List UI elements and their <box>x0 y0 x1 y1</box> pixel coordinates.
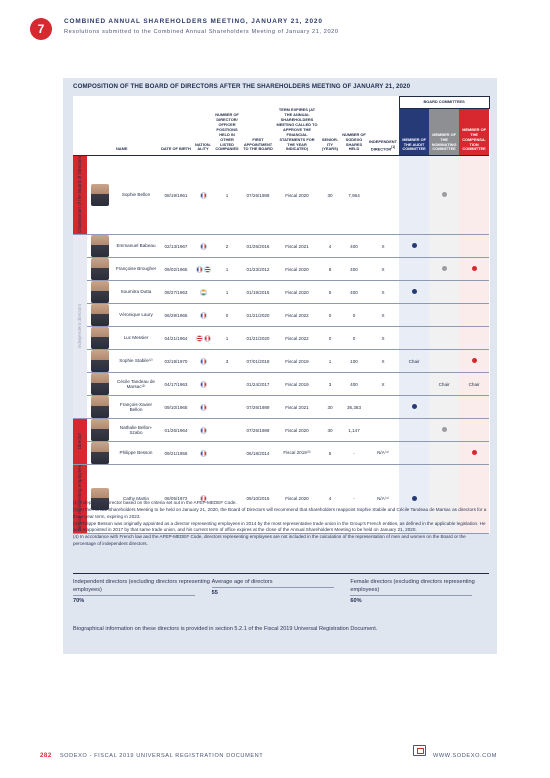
director-row <box>73 396 489 419</box>
header-title: COMBINED ANNUAL SHAREHOLDERS MEETING, JANUARY 21, 2020 <box>64 18 323 25</box>
director-name: François-Xavier Bellon <box>113 396 159 419</box>
shares-held: 400 <box>341 235 367 258</box>
us-flag-icon <box>204 266 211 273</box>
col-first-appointment: FIRST APPOINTMENT TO THE BOARD <box>241 108 275 155</box>
date-of-birth: 01/26/1964 <box>159 419 193 442</box>
director-row <box>73 281 489 304</box>
nominating-committee-cell <box>429 235 459 258</box>
photo-cell <box>87 442 113 465</box>
nominating-committee-cell <box>429 442 459 465</box>
seniority: 4 <box>319 465 341 533</box>
positions-count: 2 <box>213 235 241 258</box>
audit-committee-cell <box>399 304 429 327</box>
seniority: 30 <box>319 396 341 419</box>
stat-female <box>350 578 489 605</box>
committee-role: Chair <box>468 381 480 387</box>
nominating-committee-cell <box>429 156 459 235</box>
fr-flag-icon <box>200 192 207 199</box>
shares-held: 7,964 <box>341 156 367 235</box>
member-dot-icon <box>472 358 477 363</box>
director-name: Françoise Brougher <box>113 258 159 281</box>
shares-held: 0 <box>341 304 367 327</box>
director-name: Nathalie Bellon-Szabo <box>113 419 159 442</box>
footer-doc-title: SODEXO - FISCAL 2019 UNIVERSAL REGISTRATION DOCUMENT <box>59 753 264 759</box>
nationality-cell <box>193 350 213 373</box>
us-flag-icon <box>196 335 203 342</box>
shares-held: 400 <box>341 258 367 281</box>
stat-value: 55 <box>212 587 334 597</box>
term-expires: Fiscal 2019 <box>275 350 319 373</box>
director-photo <box>91 235 109 257</box>
compensation-committee-cell <box>459 350 489 373</box>
group-label <box>73 156 87 235</box>
in-flag-icon <box>200 289 207 296</box>
audit-committee-cell <box>399 442 429 465</box>
stat-value: 60% <box>350 595 472 605</box>
compensation-committee-cell <box>459 258 489 281</box>
member-dot-icon <box>472 450 477 455</box>
audit-committee-cell <box>399 235 429 258</box>
seniority: 8 <box>319 258 341 281</box>
date-of-birth: 04/21/1964 <box>159 327 193 350</box>
stat-label: Independent directors (excluding directors representing employees) <box>73 579 210 594</box>
director-name: Luc Messier <box>113 327 159 350</box>
fr-flag-icon <box>200 312 207 319</box>
seniority: 5 <box>319 281 341 304</box>
photo-cell <box>87 350 113 373</box>
seniority: 0 <box>319 327 341 350</box>
board-composition-panel <box>63 78 497 654</box>
first-appointment: 07/26/1989 <box>241 419 275 442</box>
term-expires: Fiscal 2020 <box>275 465 319 533</box>
director-row <box>73 327 489 350</box>
nationality-cell <box>193 373 213 396</box>
audit-committee-cell <box>399 396 429 419</box>
compensation-committee-cell <box>459 419 489 442</box>
director-photo <box>91 184 109 206</box>
board-table <box>73 96 490 534</box>
nominating-committee-cell <box>429 304 459 327</box>
positions-count: 1 <box>213 281 241 304</box>
compensation-committee-cell <box>459 304 489 327</box>
term-expires: Fiscal 2020 <box>275 258 319 281</box>
term-expires: Fiscal 2022 <box>275 304 319 327</box>
page-number: 282 <box>40 753 52 759</box>
nationality-cell <box>193 304 213 327</box>
independent-flag: N/A⁽⁴⁾ <box>367 442 399 465</box>
nationality-cell <box>193 419 213 442</box>
compensation-committee-cell <box>459 373 489 396</box>
date-of-birth: 09/21/1956 <box>159 442 193 465</box>
director-photo <box>91 373 109 395</box>
bio-reference: Biographical information on these directors is provided in section 5.2.1 of the Fiscal 2019 Universal Registration Document. <box>73 626 378 632</box>
col-seniority: SENIOR-ITY (YEARS) <box>319 108 341 155</box>
compensation-committee-cell <box>459 156 489 235</box>
first-appointment: 01/26/2016 <box>241 235 275 258</box>
independent-flag <box>367 156 399 235</box>
independent-flag: N/A⁽⁴⁾ <box>367 465 399 533</box>
director-row <box>73 156 489 235</box>
fr-flag-icon <box>196 266 203 273</box>
seniority: 3 <box>319 373 341 396</box>
date-of-birth: 03/19/1970 <box>159 350 193 373</box>
positions-count: 3 <box>213 350 241 373</box>
director-name: Véronique Laury <box>113 304 159 327</box>
photo-cell <box>87 258 113 281</box>
nationality-cell <box>193 327 213 350</box>
col-shares: NUMBER OF SODEXO SHARES HELD <box>341 108 367 155</box>
date-of-birth: 06/05/1972 <box>159 465 193 533</box>
date-of-birth: 04/17/1963 <box>159 373 193 396</box>
member-dot-icon <box>442 427 447 432</box>
nationality-cell <box>193 235 213 258</box>
col-nationality: NATION-ALITY <box>193 108 213 155</box>
panel-title: COMPOSITION OF THE BOARD OF DIRECTORS AFTER THE SHAREHOLDERS MEETING OF JANUARY 21, 2020 <box>73 83 411 90</box>
first-appointment: 01/21/2020 <box>241 304 275 327</box>
audit-committee-cell <box>399 327 429 350</box>
director-photo <box>91 304 109 326</box>
positions-count <box>213 396 241 419</box>
audit-committee-cell <box>399 350 429 373</box>
compensation-committee-cell <box>459 327 489 350</box>
positions-count: 1 <box>213 327 241 350</box>
footer-left <box>40 753 263 759</box>
shares-held: 400 <box>341 373 367 396</box>
director-name: Soumitra Dutta <box>113 281 159 304</box>
group-label-text: Director <box>77 433 83 450</box>
nominating-committee-cell <box>429 281 459 304</box>
director-photo <box>91 419 109 441</box>
director-name: Philippe Besson <box>113 442 159 465</box>
positions-count <box>213 419 241 442</box>
stat-label: Female directors (excluding directors representing employees) <box>350 579 475 594</box>
seniority: 4 <box>319 235 341 258</box>
term-expires: Fiscal 2019⁽³⁾ <box>275 442 319 465</box>
member-dot-icon <box>412 289 417 294</box>
date-of-birth: 08/19/1961 <box>159 156 193 235</box>
director-row <box>73 442 489 465</box>
independent-flag: X <box>367 235 399 258</box>
summary-stats <box>73 573 489 605</box>
fr-flag-icon <box>200 450 207 457</box>
group-label-text: Independent directors <box>77 303 83 349</box>
stat-independent <box>73 578 212 605</box>
photo-cell <box>87 281 113 304</box>
director-name: Emmanuel Babeau <box>113 235 159 258</box>
director-photo <box>91 442 109 464</box>
first-appointment: 01/24/2017 <box>241 373 275 396</box>
board-table-body <box>73 156 489 533</box>
independent-flag: X <box>367 304 399 327</box>
stat-average-age <box>212 578 351 605</box>
footnotes <box>73 500 489 548</box>
seniority: 1 <box>319 350 341 373</box>
seniority: 0 <box>319 304 341 327</box>
col-audit: MEMBER OF THE AUDIT COMMITTEE <box>399 108 429 155</box>
shares-held: 0 <box>341 327 367 350</box>
footer-url[interactable]: WWW.SODEXO.COM <box>433 753 498 759</box>
independent-flag <box>367 419 399 442</box>
director-photo <box>91 350 109 372</box>
positions-count: 0 <box>213 304 241 327</box>
photo-cell <box>87 327 113 350</box>
first-appointment: 09/10/2015 <box>241 465 275 533</box>
independent-flag: X <box>367 373 399 396</box>
positions-count: 1 <box>213 156 241 235</box>
nationality-cell <box>193 281 213 304</box>
director-row <box>73 419 489 442</box>
audit-committee-cell <box>399 281 429 304</box>
col-positions: NUMBER OF DIRECTOR/ OFFICER POSITIONS HELD IN OTHER LISTED COMPANIES <box>213 108 241 155</box>
director-photo <box>91 281 109 303</box>
director-name: Cathy Martin <box>113 465 159 533</box>
member-dot-icon <box>412 404 417 409</box>
col-name: NAME <box>113 108 159 155</box>
seniority: 30 <box>319 419 341 442</box>
footnote: (3) Philippe Besson was originally appointed as a director representing employees in 2014 by the most representative trade union in the Group's French entities, as defined in the applicable legislation. He was reappointed in 2017 by that same trade union, and his current term of office expires at the close of the Annual Shareholders Meeting to be held on January 21, 2020. <box>73 520 486 533</box>
group-label <box>73 235 87 419</box>
fr-flag-icon <box>200 243 207 250</box>
col-dob: DATE OF BIRTH <box>159 108 193 155</box>
photo-cell <box>87 373 113 396</box>
nominating-committee-cell <box>429 419 459 442</box>
committee-role: Chair <box>438 381 450 387</box>
fr-flag-icon <box>200 381 207 388</box>
director-row <box>73 235 489 258</box>
nationality-cell <box>193 442 213 465</box>
director-photo <box>91 327 109 349</box>
first-appointment: 01/19/2015 <box>241 281 275 304</box>
stat-label: Average age of directors <box>211 579 273 585</box>
shares-held: 100 <box>341 350 367 373</box>
photo-cell <box>87 235 113 258</box>
ca-flag-icon <box>204 335 211 342</box>
photo-cell <box>87 396 113 419</box>
nationality-cell <box>193 156 213 235</box>
audit-committee-cell <box>399 156 429 235</box>
photo-cell <box>87 156 113 235</box>
date-of-birth: 09/10/1965 <box>159 396 193 419</box>
member-dot-icon <box>412 243 417 248</box>
col-compensation: MEMBER OF THE COMPENSA-TION COMMITTEE <box>459 108 489 155</box>
group-label-text: Director representing employees <box>77 465 83 532</box>
date-of-birth: 08/27/1963 <box>159 281 193 304</box>
independent-flag: X <box>367 350 399 373</box>
date-of-birth: 02/13/1967 <box>159 235 193 258</box>
director-photo <box>91 396 109 418</box>
term-expires: Fiscal 2021 <box>275 235 319 258</box>
col-independent <box>367 108 399 155</box>
seniority: 5 <box>319 442 341 465</box>
stat-value: 70% <box>73 595 195 605</box>
date-of-birth: 06/29/1965 <box>159 304 193 327</box>
photo-cell <box>87 419 113 442</box>
group-label <box>73 419 87 465</box>
col-independent-note: (1) <box>391 145 396 150</box>
footnote: (2) At the Annual Shareholders Meeting to be held on January 21, 2020, the Board of Directors will recommend that shareholders reappoint Sophie Stabile and Cécile Tandeau de Marsac as directors for a three-year term, expiring in 2023. <box>73 507 487 519</box>
term-expires: Fiscal 2021 <box>275 396 319 419</box>
first-appointment: 01/21/2020 <box>241 327 275 350</box>
director-row <box>73 304 489 327</box>
document-icon <box>413 745 426 756</box>
first-appointment: 07/26/1989 <box>241 156 275 235</box>
director-row <box>73 373 489 396</box>
term-expires: Fiscal 2020 <box>275 281 319 304</box>
first-appointment: 01/23/2012 <box>241 258 275 281</box>
compensation-committee-cell <box>459 442 489 465</box>
first-appointment: 06/18/2014 <box>241 442 275 465</box>
shares-held: - <box>341 442 367 465</box>
nominating-committee-cell <box>429 396 459 419</box>
first-appointment: 07/01/2018 <box>241 350 275 373</box>
director-name: Cécile Tandeau de Marsac⁽²⁾ <box>113 373 159 396</box>
director-photo <box>91 258 109 280</box>
term-expires: Fiscal 2022 <box>275 327 319 350</box>
member-dot-icon <box>442 266 447 271</box>
col-nominating: MEMBER OF THE NOMINATING COMMITTEE <box>429 108 459 155</box>
column-header-row <box>73 108 489 155</box>
photo-cell <box>87 304 113 327</box>
director-row <box>73 350 489 373</box>
term-expires: Fiscal 2020 <box>275 156 319 235</box>
independent-flag <box>367 396 399 419</box>
first-appointment: 07/26/1989 <box>241 396 275 419</box>
independent-flag: X <box>367 258 399 281</box>
nationality-cell <box>193 396 213 419</box>
shares-held: 36,383 <box>341 396 367 419</box>
fr-flag-icon <box>200 404 207 411</box>
audit-committee-cell <box>399 419 429 442</box>
nominating-committee-cell <box>429 327 459 350</box>
director-name: Sophie Bellon <box>113 156 159 235</box>
col-independent-label: INDEPENDENT DIRECTOR <box>369 139 397 152</box>
audit-committee-cell <box>399 373 429 396</box>
chapter-badge: 7 <box>30 18 52 40</box>
compensation-committee-cell <box>459 396 489 419</box>
positions-count: 1 <box>213 258 241 281</box>
shares-held: - <box>341 465 367 533</box>
group-label-text: Chairwoman of the Board of Directors <box>77 156 83 234</box>
compensation-committee-cell <box>459 281 489 304</box>
footnote: (4) In accordance with French law and the AFEP-MEDEF Code, directors representing employees are not included in the calculation of the representation of men and women on the Board or the percentage of independent directors. <box>73 534 466 547</box>
seniority: 30 <box>319 156 341 235</box>
col-term-expires: TERM EXPIRES (AT THE ANNUAL SHAREHOLDERS MEETING CALLED TO APPROVE THE FINANCIAL STATEMENTS FOR THE YEAR INDICATED) <box>275 108 319 155</box>
footnote: (1) Independent director based on the criteria set out in the AFEP-MEDEF Code. <box>73 500 237 505</box>
committee-role: Chair <box>408 358 420 364</box>
fr-flag-icon <box>200 427 207 434</box>
nationality-cell <box>193 258 213 281</box>
director-name: Sophie Stabile⁽²⁾ <box>113 350 159 373</box>
term-expires: Fiscal 2020 <box>275 419 319 442</box>
independent-flag: X <box>367 281 399 304</box>
committees-title: BOARD COMMITTEES <box>399 97 489 109</box>
header-subtitle: Resolutions submitted to the Combined Annual Shareholders Meeting of January 21, 2020 <box>64 29 339 35</box>
audit-committee-cell <box>399 258 429 281</box>
nominating-committee-cell <box>429 258 459 281</box>
member-dot-icon <box>472 266 477 271</box>
director-row <box>73 258 489 281</box>
date-of-birth: 09/02/1965 <box>159 258 193 281</box>
independent-flag: X <box>367 327 399 350</box>
fr-flag-icon <box>200 358 207 365</box>
nominating-committee-cell <box>429 373 459 396</box>
shares-held: 1,147 <box>341 419 367 442</box>
member-dot-icon <box>442 192 447 197</box>
compensation-committee-cell <box>459 235 489 258</box>
positions-count <box>213 442 241 465</box>
nominating-committee-cell <box>429 350 459 373</box>
shares-held: 400 <box>341 281 367 304</box>
term-expires: Fiscal 2019 <box>275 373 319 396</box>
positions-count <box>213 373 241 396</box>
